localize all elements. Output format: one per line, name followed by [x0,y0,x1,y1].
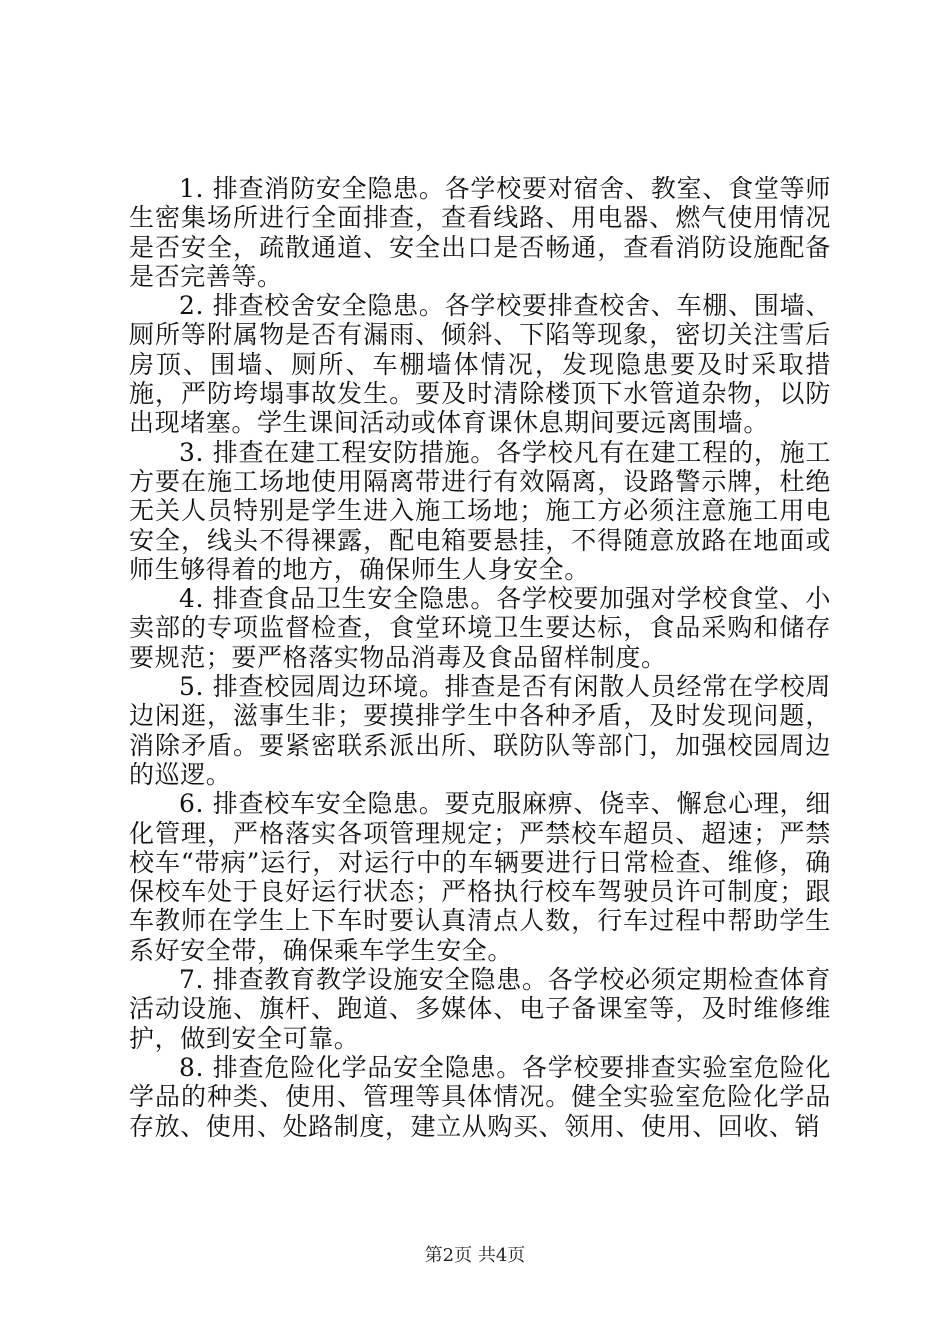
paragraph-school-bus-safety: 6. 排查校车安全隐患。要克服麻痹、侥幸、懈怠心理，细化管理，严格落实各项管理规定；严禁校车超员、超速；严禁校车“带病”运行，对运行中的车辆要进行日常检查、维修，确保校车处于良好运行状态；严格执行校车驾驶员许可制度；跟车教师在学生上下车时要认真清点人数，行车过程中帮助学生系好安全带，确保乘车学生安全。 [129,789,831,965]
paragraph-teaching-facilities: 7. 排查教育教学设施安全隐患。各学校必须定期检查体育活动设施、旗杆、跑道、多媒体、电子备课室等，及时维修维护，做到安全可靠。 [129,965,831,1053]
paragraph-building-safety: 2. 排查校舍安全隐患。各学校要排查校舍、车棚、围墙、厕所等附属物是否有漏雨、倾斜、下陷等现象，密切关注雪后房顶、围墙、厕所、车棚墙体情况，发现隐患要及时采取措施，严防垮塌事故发生。要及时清除楼顶下水管道杂物，以防出现堵塞。学生课间活动或体育课休息期间要远离围墙。 [129,291,831,438]
paragraph-campus-surroundings: 5. 排查校园周边环境。排查是否有闲散人员经常在学校周边闲逛，滋事生非；要摸排学生中各种矛盾，及时发现问题，消除矛盾。要紧密联系派出所、联防队等部门，加强校园周边的巡逻。 [129,672,831,789]
document-body [129,174,831,1141]
paragraph-fire-safety: 1. 排查消防安全隐患。各学校要对宿舍、教室、食堂等师生密集场所进行全面排查，查看线路、用电器、燃气使用情况是否安全，疏散通道、安全出口是否畅通，查看消防设施配备是否完善等。 [129,174,831,291]
paragraph-hazardous-chemicals: 8. 排查危险化学品安全隐患。各学校要排查实验室危险化学品的种类、使用、管理等具体情况。健全实验室危险化学品存放、使用、处路制度，建立从购买、领用、使用、回收、销 [129,1052,831,1141]
paragraph-food-safety: 4. 排查食品卫生安全隐患。各学校要加强对学校食堂、小卖部的专项监督检查，食堂环境卫生要达标，食品采购和储存要规范；要严格落实物品消毒及食品留样制度。 [129,584,831,672]
page-number-footer: 第2页 共4页 [424,1245,526,1266]
paragraph-construction-safety: 3. 排查在建工程安防措施。各学校凡有在建工程的，施工方要在施工场地使用隔离带进行有效隔离，设路警示牌，杜绝无关人员特别是学生进入施工场地；施工方必须注意施工用电安全，线头不得裸露，配电箱要悬挂，不得随意放路在地面或师生够得着的地方，确保师生人身安全。 [129,437,831,584]
